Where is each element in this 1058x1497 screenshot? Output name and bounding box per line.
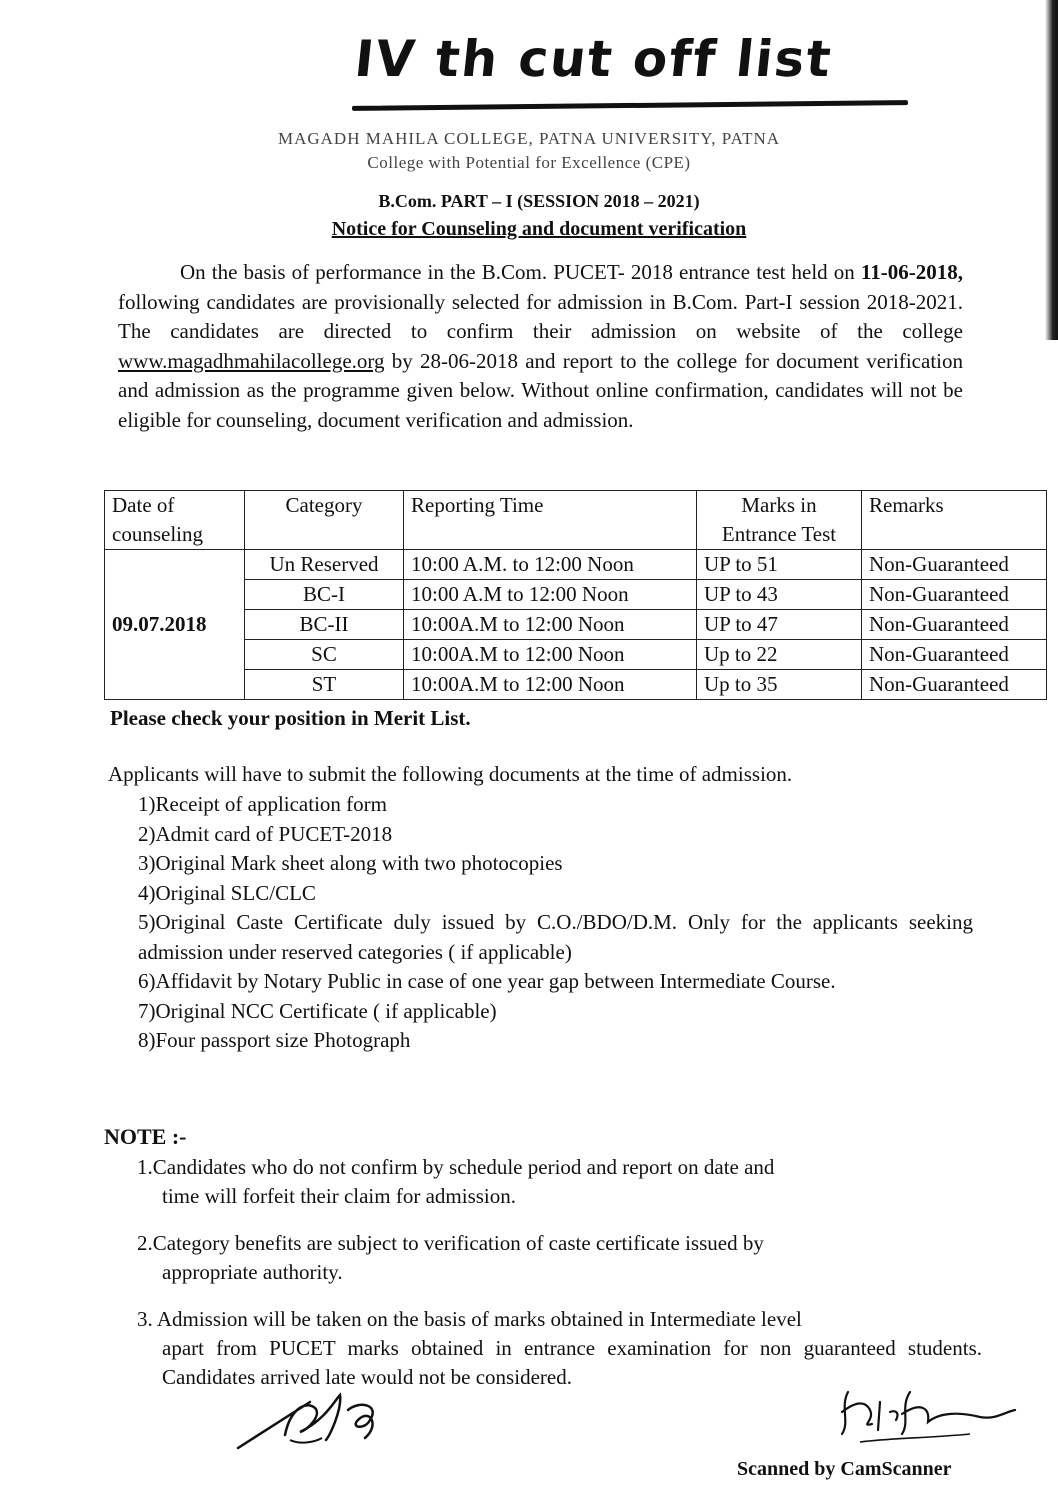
list-item [137,1153,982,1211]
list-item [137,1229,982,1287]
signature-right [830,1372,1030,1452]
note-continuation: appropriate authority. [162,1260,343,1284]
table-row [105,610,1047,640]
note-heading: NOTE :- [104,1124,187,1149]
course-title: B.Com. PART – I (SESSION 2018 – 2021) [378,191,700,211]
note-continuation: time will forfeit their claim for admission. [162,1184,516,1208]
college-website-link[interactable]: www.magadhmahilacollege.org [118,348,385,373]
col-remarks-header: Remarks [862,491,1047,550]
list-item: 7)Original NCC Certificate ( if applicable) [138,998,497,1023]
time-cell: 10:00A.M to 12:00 Noon [404,670,697,700]
time-cell: 10:00A.M to 12:00 Noon [404,640,697,670]
marks-cell: UP to 43 [697,580,862,610]
col-marks-header: Marks in Entrance Test [697,491,862,550]
marks-cell: UP to 51 [697,550,862,580]
merit-list-note: Please check your position in Merit List. [110,706,471,730]
intro-text-3: by 28-06-2018 and report to the college for document verification and admission as the programme given below. Without online confirmation, candidates will not be eligible for counseling, document verification and admission. [118,348,963,432]
table-row [105,580,1047,610]
table-row [105,640,1047,670]
time-cell: 10:00 A.M to 12:00 Noon [404,580,697,610]
list-item: 4)Original SLC/CLC [138,880,316,905]
counseling-schedule-table [104,490,1047,700]
note-line: 3. Admission will be taken on the basis of marks obtained in Intermediate level [137,1307,802,1331]
intro-text-2: following candidates are provisionally selected for admission in B.Com. Part-I session 2018-2021. The candidates are directed to confirm their admission on website of the college [118,289,963,343]
college-status: College with Potential for Excellence (CPE) [367,153,691,172]
remarks-cell: Non-Guaranteed [862,610,1047,640]
marks-cell: UP to 47 [697,610,862,640]
remarks-cell: Non-Guaranteed [862,550,1047,580]
counseling-date: 09.07.2018 [105,550,245,700]
documents-intro: Applicants will have to submit the following documents at the time of admission. [108,762,793,786]
col-time-header: Reporting Time [404,491,697,550]
category-cell: ST [245,670,404,700]
marks-cell: Up to 22 [697,640,862,670]
notice-title: Notice for Counseling and document verification [331,218,747,240]
note-continuation: apart from PUCET marks obtained in entrance examination for non guaranteed students. Candidates arrived late would not be considered. [162,1336,982,1389]
list-item: 2)Admit card of PUCET-2018 [138,821,393,846]
intro-text-1: On the basis of performance in the B.Com. PUCET- 2018 entrance test held on [180,260,861,284]
test-date: 11-06-2018, [860,260,963,284]
signature-left [230,1380,400,1455]
category-cell: Un Reserved [245,550,404,580]
marks-cell: Up to 35 [697,670,862,700]
col-date-header: Date of counseling [105,491,245,550]
table-row [105,550,1047,580]
remarks-cell: Non-Guaranteed [862,580,1047,610]
time-cell: 10:00A.M to 12:00 Noon [404,610,697,640]
table-header-row [105,491,1047,550]
handwritten-title: IV th cut off list [351,30,836,88]
category-cell: BC-I [245,580,404,610]
category-cell: SC [245,640,404,670]
list-item: 6)Affidavit by Notary Public in case of one year gap between Intermediate Course. [138,969,836,993]
col-category-header: Category [245,491,404,550]
time-cell: 10:00 A.M. to 12:00 Noon [404,550,697,580]
camscanner-watermark: Scanned by CamScanner [737,1458,952,1480]
list-item: 8)Four passport size Photograph [138,1028,411,1052]
category-cell: BC-II [245,610,404,640]
intro-paragraph [118,258,963,435]
documents-list [138,790,973,1056]
remarks-cell: Non-Guaranteed [862,640,1047,670]
remarks-cell: Non-Guaranteed [862,670,1047,700]
note-line: 2.Category benefits are subject to verification of caste certificate issued by [137,1231,764,1255]
college-name: MAGADH MAHILA COLLEGE, PATNA UNIVERSITY, PATNA [277,129,781,148]
table-row [105,670,1047,700]
note-line: 1.Candidates who do not confirm by schedule period and report on date and [137,1155,775,1179]
list-item: 3)Original Mark sheet along with two photocopies [138,851,563,875]
list-item: 1)Receipt of application form [138,792,387,816]
handwritten-underline [352,100,908,111]
list-item: 5)Original Caste Certificate duly issued by C.O./BDO/D.M. Only for the applicants seeking admission under reserved categories ( if applicable) [138,910,973,964]
